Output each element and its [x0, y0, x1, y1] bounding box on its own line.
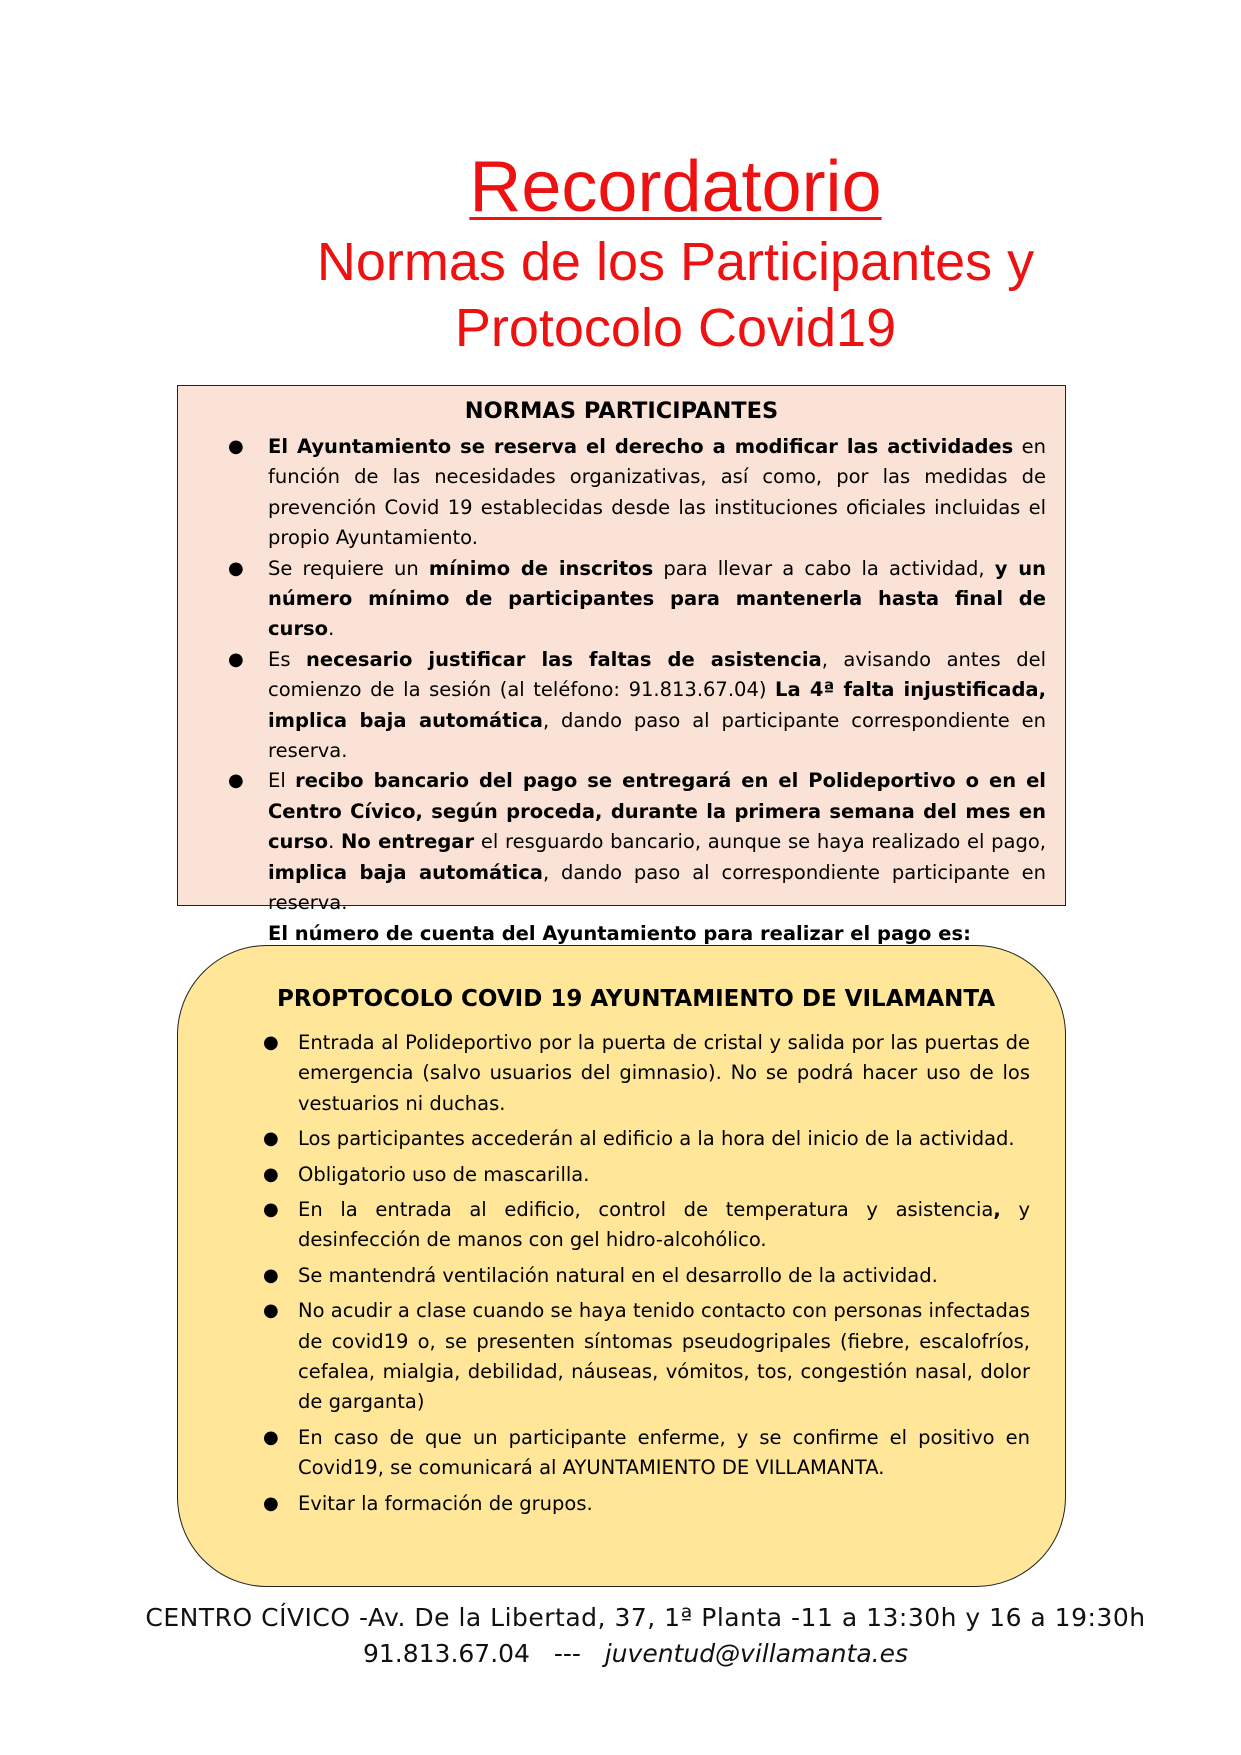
list-item-text: necesario justificar las faltas de asistencia [305, 647, 822, 671]
page-subtitle-line1: Normas de los Participantes y [316, 232, 1035, 292]
bullet-icon: ● [228, 770, 244, 792]
list-item-text: No entregar [341, 830, 475, 854]
footer-phone: 91.813.67.04 [362, 1639, 530, 1668]
list-item-text: La 4ª falta injustificada, implica baja automática [268, 678, 1046, 732]
list-item-text: el resguardo bancario, aunque se haya realizado el pago, [474, 830, 1046, 854]
list-item-text: y desinfección de manos con gel hidro-alcohólico. [298, 1198, 1030, 1252]
list-item-text: y un número mínimo de participantes para mantenerla hasta final de curso [268, 556, 1046, 641]
list-item [263, 1296, 1030, 1418]
list-item [228, 766, 1046, 918]
footer-address: CENTRO CÍVICO -Av. De la Libertad, 37, 1ª Planta -11 a 13:30h y 16 a 19:30h [145, 1603, 1146, 1632]
account-text: El número de cuenta del Ayuntamiento para realizar el pago es: [268, 921, 971, 945]
title-block [0, 145, 1241, 361]
list-item-text: , dando paso al correspondiente participante en reserva. [268, 860, 1047, 915]
list-item-text: En caso de que un participante enferme, y se confirme el positivo en Covid19, se comunicará al AYUNTAMIENTO DE VILLAMANTA. [298, 1425, 1030, 1480]
list-item [263, 1028, 1030, 1119]
list-item-text: , dando paso al participante correspondiente en reserva. [268, 708, 1047, 763]
list-item-text: No acudir a clase cuando se haya tenido contacto con personas infectadas de covid19 o, se presenten síntomas pseudogripales (fiebre, escalofríos, cefalea, mialgia, debilidad, náuseas, vómitos, tos, congestión nasal, dolor de garganta) [298, 1299, 1030, 1414]
list-item-text: Obligatorio uso de mascarilla. [298, 1162, 590, 1186]
list-item [263, 1160, 1030, 1190]
list-item [228, 554, 1046, 645]
bullet-icon: ● [228, 557, 244, 579]
list-item-text: Los participantes accederán al edificio a la hora del inicio de la actividad. [298, 1127, 1015, 1151]
list-item [263, 1489, 1030, 1519]
protocolo-list [263, 1028, 1030, 1524]
list-item-text: Evitar la formación de grupos. [298, 1491, 593, 1515]
normas-box [177, 385, 1066, 945]
list-item-text: implica baja automática [268, 860, 543, 884]
list-item [263, 1124, 1030, 1154]
list-item-text: , avisando antes del comienzo de la sesión (al teléfono: 91.813.67.04) [268, 647, 1046, 702]
list-item-text: El Ayuntamiento se reserva el derecho a modificar las actividades [268, 435, 1014, 458]
normas-heading: NORMAS PARTICIPANTES [464, 398, 779, 424]
protocolo-heading: PROPTOCOLO COVID 19 AYUNTAMIENTO DE VILAMANTA [277, 986, 996, 1012]
list-item [228, 432, 1046, 554]
protocolo-box [177, 945, 1066, 1587]
list-item-text: para llevar a cabo la actividad, [653, 556, 995, 580]
footer-email[interactable]: juventud@villamanta.es [604, 1639, 909, 1668]
list-item-text: Se mantendrá ventilación natural en el desarrollo de la actividad. [298, 1263, 938, 1287]
bullet-icon: ● [263, 1426, 279, 1448]
bullet-icon: ● [263, 1128, 279, 1150]
page-title: Recordatorio [469, 147, 882, 227]
bullet-icon: ● [263, 1032, 279, 1053]
list-item [263, 1261, 1030, 1291]
footer-separator: --- [553, 1639, 581, 1668]
bullet-icon: ● [263, 1492, 279, 1514]
list-item-text: . [328, 830, 342, 854]
footer-contact [30, 1636, 1241, 1672]
list-item-text: En la entrada al edificio, control de temperatura y asistencia [298, 1198, 994, 1222]
normas-list [228, 432, 1046, 979]
list-item-text: Es [268, 647, 306, 671]
list-item-text: El [268, 769, 296, 793]
bullet-icon: ● [263, 1163, 279, 1185]
list-item [263, 1195, 1030, 1256]
list-item-text: . [328, 617, 335, 641]
list-item [228, 645, 1046, 767]
list-item [263, 1423, 1030, 1484]
footer [0, 1600, 1241, 1672]
list-item-text: mínimo de inscritos [428, 556, 654, 580]
bullet-icon: ● [263, 1264, 279, 1286]
bullet-icon: ● [263, 1300, 279, 1322]
page-subtitle-line2: Protocolo Covid19 [454, 298, 897, 358]
bullet-icon: ● [263, 1199, 279, 1221]
bullet-icon: ● [228, 648, 244, 670]
list-item-text: , [993, 1198, 1001, 1222]
list-item-text: Se requiere un [268, 556, 429, 580]
list-item-text: Entrada al Polideportivo por la puerta de cristal y salida por las puertas de emergencia (salvo usuarios del gimnasio). No se podrá hacer uso de los vestuarios ni duchas. [298, 1031, 1030, 1115]
list-item-text: en función de las necesidades organizativas, así como, por las medidas de prevención Covid 19 establecidas desde las instituciones oficiales incluidas el propio Ayuntamiento. [268, 435, 1046, 550]
bullet-icon: ● [228, 436, 244, 457]
list-item-text: recibo bancario del pago se entregará en el Polideportivo o en el Centro Cívico, según proceda, durante la primera semana del mes en curso [268, 769, 1046, 854]
